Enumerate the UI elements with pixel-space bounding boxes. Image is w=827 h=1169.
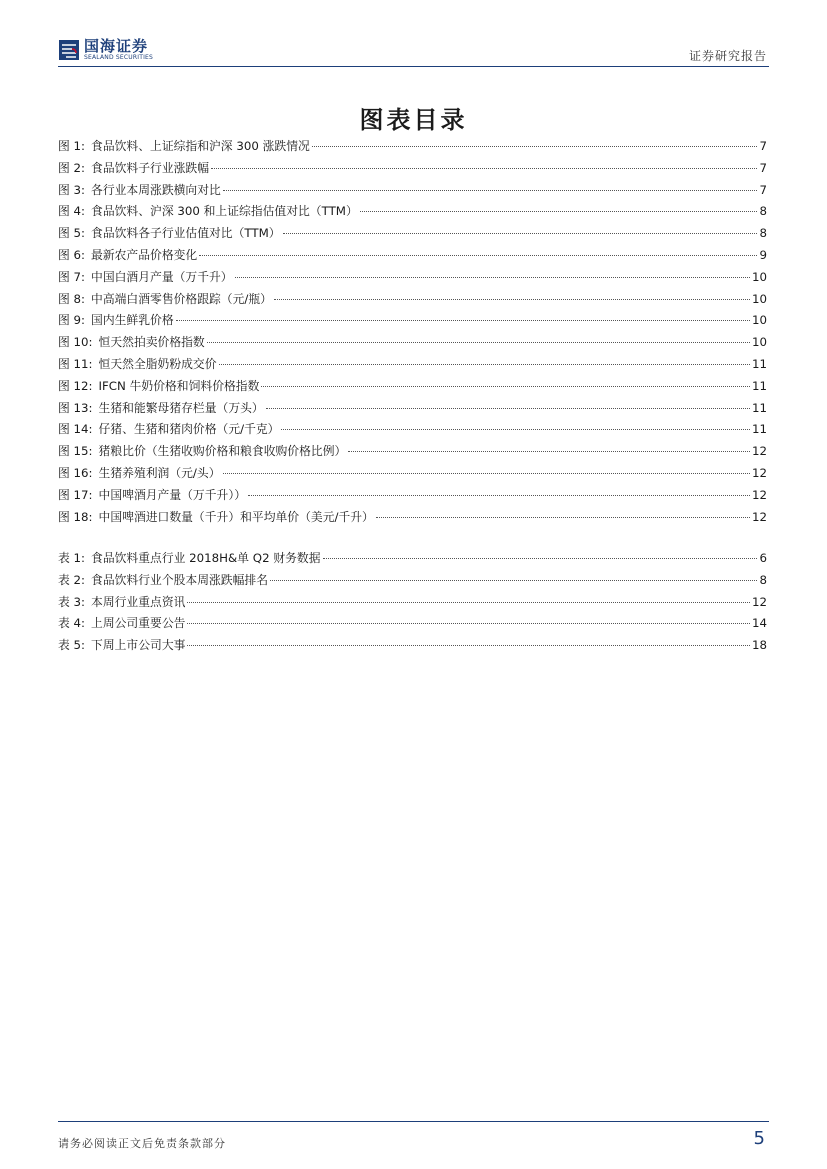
- figure-page-number: 11: [751, 378, 767, 393]
- dot-leader: [274, 299, 750, 300]
- table-title: 下周上市公司大事: [91, 638, 186, 653]
- figure-title: 恒天然拍卖价格指数: [98, 335, 205, 350]
- dot-leader: [207, 342, 750, 343]
- page-title: 图表目录: [359, 106, 468, 134]
- sealand-logo-icon: [58, 39, 80, 61]
- dot-leader: [376, 517, 750, 518]
- figure-number: 图 13:: [58, 400, 93, 415]
- figure-page-number: 10: [751, 291, 767, 306]
- figure-title: 食品饮料、沪深 300 和上证综指估值对比（TTM）: [91, 204, 358, 219]
- figure-page-number: 10: [751, 335, 767, 350]
- figure-page-number: 12: [751, 487, 767, 502]
- figure-title: 仔猪、生猪和猪肉价格（元/千克）: [98, 422, 280, 437]
- figure-entry[interactable]: [58, 486, 767, 508]
- figure-title: 中国啤酒进口数量（千升）和平均单价（美元/千升）: [98, 509, 374, 524]
- disclaimer-note: 请务必阅读正文后免责条款部分: [58, 1137, 226, 1150]
- figure-title: 各行业本周涨跌横向对比: [91, 182, 221, 197]
- table-list: [58, 549, 767, 658]
- figure-page-number: 10: [751, 313, 767, 328]
- dot-leader: [223, 473, 750, 474]
- figure-number: 图 1:: [58, 139, 86, 153]
- table-entry[interactable]: [58, 636, 767, 658]
- figure-page-number: 8: [759, 204, 767, 219]
- figure-entry[interactable]: [58, 377, 767, 399]
- figure-title: 食品饮料子行业涨跌幅: [91, 160, 210, 175]
- dot-leader: [187, 623, 750, 624]
- figure-entry[interactable]: [58, 268, 767, 290]
- figure-entry[interactable]: [58, 333, 767, 355]
- figure-title: 中国白酒月产量（万千升）: [91, 269, 233, 284]
- dot-leader: [270, 580, 757, 581]
- figure-title: 生猪养殖利润（元/头）: [98, 465, 221, 480]
- logo-english-text: SEALAND SECURITIES: [84, 54, 154, 61]
- figure-title: IFCN 牛奶价格和饲料价格指数: [98, 378, 260, 393]
- figure-page-number: 8: [759, 226, 767, 241]
- figure-entry[interactable]: [58, 246, 767, 268]
- dot-leader: [235, 277, 750, 278]
- page-number: 5: [753, 1128, 765, 1149]
- dot-leader: [187, 602, 750, 603]
- table-title: 食品饮料重点行业 2018H&单 Q2 财务数据: [91, 551, 321, 565]
- table-entry[interactable]: [58, 549, 767, 571]
- table-number: 表 2:: [58, 572, 86, 587]
- table-entry[interactable]: [58, 614, 767, 636]
- dot-leader: [283, 233, 758, 234]
- figure-page-number: 11: [751, 400, 767, 415]
- figure-number: 图 5:: [58, 226, 86, 241]
- figure-title: 中高端白酒零售价格跟踪（元/瓶）: [91, 291, 272, 306]
- figure-title: 食品饮料、上证综指和沪深 300 涨跌情况: [91, 139, 310, 153]
- table-number: 表 5:: [58, 638, 86, 653]
- figure-entry[interactable]: [58, 181, 767, 203]
- figure-page-number: 12: [751, 444, 767, 459]
- figure-entry[interactable]: [58, 224, 767, 246]
- figure-number: 图 3:: [58, 182, 86, 197]
- table-number: 表 3:: [58, 594, 86, 609]
- logo-chinese-text: 国海证券: [84, 37, 149, 55]
- page-header: [0, 0, 827, 72]
- figure-number: 图 14:: [58, 422, 93, 437]
- figure-entry[interactable]: [58, 137, 767, 159]
- table-page-number: 6: [759, 551, 767, 565]
- figure-title: 生猪和能繁母猪存栏量（万头）: [98, 400, 264, 415]
- figure-number: 图 11:: [58, 356, 93, 371]
- dot-leader: [281, 429, 750, 430]
- figure-entry[interactable]: [58, 420, 767, 442]
- figure-entry[interactable]: [58, 399, 767, 421]
- figure-number: 图 4:: [58, 204, 86, 219]
- figure-entry[interactable]: [58, 464, 767, 486]
- table-page-number: 8: [759, 572, 767, 587]
- dot-leader: [176, 320, 750, 321]
- table-page-number: 18: [751, 638, 767, 653]
- dot-leader: [223, 190, 758, 191]
- figure-list: [58, 137, 767, 529]
- dot-leader: [248, 495, 750, 496]
- figure-page-number: 7: [759, 139, 767, 153]
- dot-leader: [348, 451, 750, 452]
- figure-page-number: 12: [751, 509, 767, 524]
- figure-number: 图 15:: [58, 444, 93, 459]
- dot-leader: [211, 168, 757, 169]
- figure-entry[interactable]: [58, 508, 767, 530]
- figure-number: 图 7:: [58, 269, 86, 284]
- table-title: 本周行业重点资讯: [91, 594, 186, 609]
- table-page-number: 12: [751, 594, 767, 609]
- table-number: 表 4:: [58, 616, 86, 631]
- dot-leader: [219, 364, 750, 365]
- figure-entry[interactable]: [58, 202, 767, 224]
- figure-entry[interactable]: [58, 290, 767, 312]
- header-divider: [58, 66, 769, 67]
- dot-leader: [312, 146, 758, 147]
- figure-number: 图 10:: [58, 335, 93, 350]
- figure-entry[interactable]: [58, 159, 767, 181]
- figure-title: 猪粮比价（生猪收购价格和粮食收购价格比例）: [98, 444, 347, 459]
- figure-entry[interactable]: [58, 311, 767, 333]
- figure-entry[interactable]: [58, 442, 767, 464]
- figure-number: 图 12:: [58, 378, 93, 393]
- figure-number: 图 9:: [58, 313, 86, 328]
- report-type-label: 证券研究报告: [688, 49, 767, 63]
- table-page-number: 14: [751, 616, 767, 631]
- figure-title: 食品饮料各子行业估值对比（TTM）: [91, 226, 281, 241]
- figure-title: 中国啤酒月产量（万千升））: [98, 487, 247, 502]
- figure-number: 图 6:: [58, 247, 86, 262]
- figure-page-number: 12: [751, 465, 767, 480]
- figure-page-number: 9: [759, 247, 767, 262]
- figure-number: 图 18:: [58, 509, 93, 524]
- dot-leader: [199, 255, 757, 256]
- figure-entry[interactable]: [58, 355, 767, 377]
- figure-title: 恒天然全脂奶粉成交价: [98, 356, 217, 371]
- table-entry[interactable]: [58, 593, 767, 615]
- figure-page-number: 11: [751, 356, 767, 371]
- figure-page-number: 7: [759, 160, 767, 175]
- table-title: 上周公司重要公告: [91, 616, 186, 631]
- table-number: 表 1:: [58, 551, 86, 565]
- dot-leader: [323, 558, 758, 559]
- figure-number: 图 8:: [58, 291, 86, 306]
- figure-title: 最新农产品价格变化: [91, 247, 198, 262]
- dot-leader: [261, 386, 750, 387]
- table-title: 食品饮料行业个股本周涨跌幅排名: [91, 572, 268, 587]
- footer-divider: [58, 1121, 769, 1122]
- figure-page-number: 7: [759, 182, 767, 197]
- dot-leader: [360, 211, 758, 212]
- figure-number: 图 16:: [58, 465, 93, 480]
- dot-leader: [187, 645, 750, 646]
- figure-title: 国内生鲜乳价格: [91, 313, 174, 328]
- table-entry[interactable]: [58, 571, 767, 593]
- dot-leader: [266, 408, 750, 409]
- figure-page-number: 10: [751, 269, 767, 284]
- figure-page-number: 11: [751, 422, 767, 437]
- figure-number: 图 2:: [58, 160, 86, 175]
- figure-number: 图 17:: [58, 487, 93, 502]
- company-logo: [58, 38, 153, 62]
